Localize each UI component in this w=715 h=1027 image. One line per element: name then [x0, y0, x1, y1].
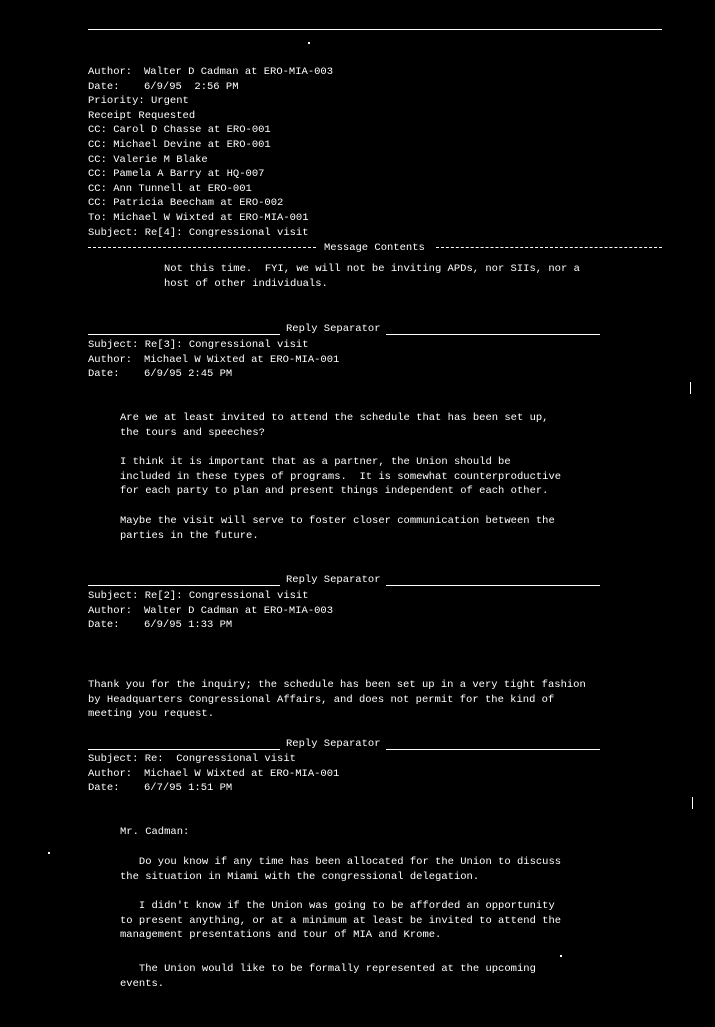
- author-value: Walter D Cadman at ERO-MIA-003: [144, 66, 334, 78]
- subject-line: Subject: Re[3]: Congressional visit: [88, 339, 309, 351]
- message-contents-divider: [88, 241, 662, 255]
- salutation: Mr. Cadman:: [120, 826, 190, 838]
- subject-line: Subject: Re[4]: Congressional visit: [88, 226, 309, 239]
- receipt-line: Receipt Requested: [88, 109, 196, 122]
- reply-paragraph: Thank you for the inquiry; the schedule has been set up in a very tight fashion by Headquarters Congressional Affairs, and does not permit for the kind of meeting you request.: [88, 679, 586, 721]
- date-value: 6/9/95 2:56 PM: [144, 80, 239, 93]
- date-line: Date: 6/9/95 2:45 PM: [88, 368, 233, 381]
- scan-speck: [48, 852, 50, 854]
- cc-line: CC: Ann Tunnell at ERO-001: [88, 182, 252, 195]
- reply-paragraph: Are we at least invited to attend the schedule that has been set up, the tours and speeches?: [120, 412, 549, 439]
- cc-line: CC: Patricia Beecham at ERO-002: [88, 197, 284, 210]
- top-rule: [88, 29, 662, 30]
- reply-separator: Reply Separator: [88, 573, 600, 587]
- reply-paragraph: Do you know if any time has been allocated for the Union to discuss the situation in Miami with the congressional delegation.: [120, 856, 562, 883]
- email-header: [88, 65, 333, 240]
- author-line: Author: Walter D Cadman at ERO-MIA-003: [88, 66, 334, 78]
- reply-paragraph: Maybe the visit will serve to foster closer communication between the parties in the future.: [120, 515, 555, 542]
- scan-speck: [308, 42, 310, 44]
- date-line: Date: 6/9/95 2:56 PM: [88, 80, 239, 93]
- cc-line: CC: Pamela A Barry at HQ-007: [88, 168, 265, 181]
- to-line: To: Michael W Wixted at ERO-MIA-001: [88, 211, 309, 224]
- reply-paragraph: I didn't know if the Union was going to be afforded an opportunity to present anything, or at a minimum at least be invited to attend the management presentations and tour of MIA and Krome.: [120, 900, 562, 942]
- author-line: Author: Walter D Cadman at ERO-MIA-003: [88, 604, 334, 617]
- reply-header: [88, 752, 339, 796]
- reply-header: [88, 338, 339, 382]
- reply-paragraph: I think it is important that as a partner, the Union should be included in these types of programs. It is somewhat counterproductive for each party to plan and present things independent of each other.: [120, 456, 562, 498]
- reply-header: [88, 589, 333, 633]
- date-line: Date: 6/7/95 1:51 PM: [88, 782, 233, 795]
- message-body: Not this time. FYI, we will not be inviting APDs, nor SIIs, nor a host of other individuals.: [164, 263, 580, 290]
- date-line: Date: 6/9/95 1:33 PM: [88, 619, 233, 632]
- author-line: Author: Michael W Wixted at ERO-MIA-001: [88, 767, 340, 780]
- reply-paragraph: The Union would like to be formally represented at the upcoming events.: [120, 963, 536, 990]
- cc-line: CC: Valerie M Blake: [88, 153, 208, 166]
- cc-line: CC: Carol D Chasse at ERO-001: [88, 124, 271, 137]
- subject-line: Subject: Re[2]: Congressional visit: [88, 590, 309, 602]
- author-line: Author: Michael W Wixted at ERO-MIA-001: [88, 353, 340, 366]
- scan-mark: [690, 382, 691, 394]
- scan-mark: [692, 797, 693, 809]
- priority-line: Priority: Urgent: [88, 95, 189, 108]
- message-contents-label: Message Contents: [324, 242, 425, 254]
- reply-separator: Reply Separator: [88, 322, 600, 336]
- cc-line: CC: Michael Devine at ERO-001: [88, 138, 271, 151]
- scan-speck: [560, 955, 562, 957]
- subject-line: Subject: Re: Congressional visit: [88, 753, 296, 765]
- reply-separator: Reply Separator: [88, 737, 600, 751]
